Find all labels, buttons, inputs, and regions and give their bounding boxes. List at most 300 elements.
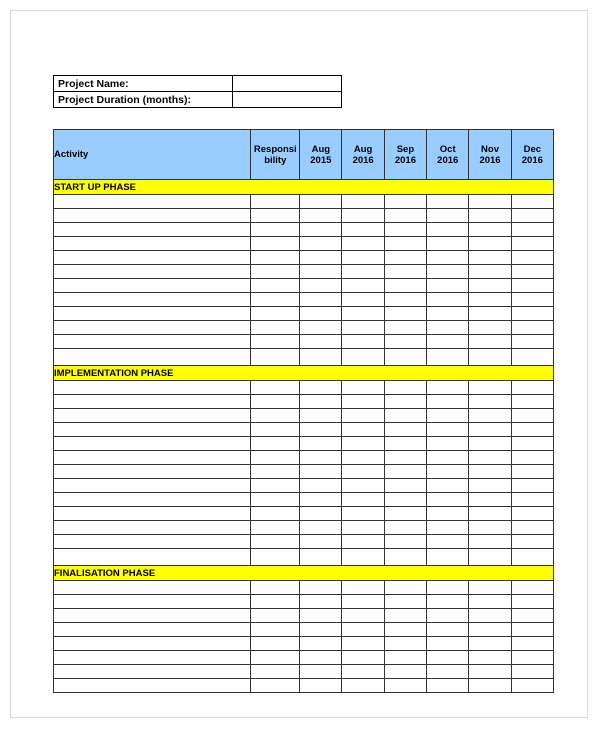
schedule-cell[interactable] [511,409,553,423]
activity-cell[interactable] [54,265,251,279]
activity-cell[interactable] [54,335,251,349]
schedule-cell[interactable] [300,307,342,321]
schedule-cell[interactable] [300,381,342,395]
schedule-cell[interactable] [469,535,511,549]
schedule-cell[interactable] [342,595,384,609]
schedule-cell[interactable] [342,679,384,693]
schedule-cell[interactable] [384,679,426,693]
schedule-cell[interactable] [300,451,342,465]
activity-cell[interactable] [54,451,251,465]
activity-cell[interactable] [54,549,251,566]
schedule-cell[interactable] [251,637,300,651]
schedule-cell[interactable] [251,507,300,521]
activity-cell[interactable] [54,623,251,637]
schedule-cell[interactable] [469,195,511,209]
schedule-cell[interactable] [511,665,553,679]
schedule-cell[interactable] [384,279,426,293]
schedule-cell[interactable] [511,251,553,265]
activity-row [54,209,554,223]
schedule-cell[interactable] [251,609,300,623]
schedule-cell[interactable] [300,521,342,535]
schedule-cell[interactable] [427,321,469,335]
schedule-cell[interactable] [342,493,384,507]
activity-cell[interactable] [54,209,251,223]
schedule-cell[interactable] [384,307,426,321]
activity-cell[interactable] [54,349,251,366]
schedule-cell[interactable] [469,609,511,623]
activity-cell[interactable] [54,637,251,651]
schedule-cell[interactable] [511,335,553,349]
activity-cell[interactable] [54,507,251,521]
schedule-cell[interactable] [469,279,511,293]
schedule-cell[interactable] [427,521,469,535]
project-info-table [53,75,342,108]
activity-row [54,265,554,279]
schedule-cell[interactable] [469,465,511,479]
schedule-cell[interactable] [251,479,300,493]
schedule-cell[interactable] [342,549,384,566]
activity-cell[interactable] [54,665,251,679]
column-header-m3 [384,130,426,180]
schedule-cell[interactable] [300,623,342,637]
schedule-cell[interactable] [427,549,469,566]
schedule-cell[interactable] [300,609,342,623]
schedule-cell[interactable] [251,223,300,237]
activity-cell[interactable] [54,479,251,493]
schedule-cell[interactable] [251,195,300,209]
schedule-cell[interactable] [511,237,553,251]
schedule-cell[interactable] [251,349,300,366]
activity-cell[interactable] [54,307,251,321]
schedule-cell[interactable] [251,437,300,451]
schedule-cell[interactable] [511,507,553,521]
schedule-cell[interactable] [384,637,426,651]
schedule-cell[interactable] [469,381,511,395]
activity-cell[interactable] [54,237,251,251]
schedule-cell[interactable] [511,679,553,693]
schedule-cell[interactable] [469,549,511,566]
schedule-cell[interactable] [469,395,511,409]
schedule-cell[interactable] [384,581,426,595]
schedule-cell[interactable] [300,223,342,237]
schedule-cell[interactable] [511,349,553,366]
schedule-cell[interactable] [427,507,469,521]
schedule-cell[interactable] [427,251,469,265]
column-header-m5 [469,130,511,180]
schedule-cell[interactable] [511,451,553,465]
schedule-cell[interactable] [511,549,553,566]
schedule-cell[interactable] [427,623,469,637]
project-info-label: Project Name: [54,76,233,92]
schedule-cell[interactable] [300,321,342,335]
schedule-cell[interactable] [342,251,384,265]
schedule-cell[interactable] [300,493,342,507]
schedule-cell[interactable] [511,581,553,595]
activity-cell[interactable] [54,679,251,693]
schedule-cell[interactable] [469,679,511,693]
column-header-line2: 2016 [352,154,374,166]
activity-row [54,321,554,335]
column-header-line1: Dec [523,143,542,155]
activity-cell[interactable] [54,395,251,409]
schedule-cell[interactable] [251,679,300,693]
schedule-cell[interactable] [469,349,511,366]
schedule-cell[interactable] [427,409,469,423]
schedule-cell[interactable] [511,423,553,437]
schedule-cell[interactable] [342,665,384,679]
schedule-cell[interactable] [300,465,342,479]
schedule-cell[interactable] [342,237,384,251]
schedule-cell[interactable] [251,279,300,293]
column-header-responsibility [251,130,300,180]
schedule-cell[interactable] [469,237,511,251]
schedule-cell[interactable] [427,595,469,609]
schedule-cell[interactable] [511,195,553,209]
schedule-cell[interactable] [342,409,384,423]
column-header-line1: Aug [353,143,373,155]
schedule-cell[interactable] [251,465,300,479]
schedule-cell[interactable] [384,209,426,223]
schedule-cell[interactable] [300,665,342,679]
project-info-value-field[interactable] [233,92,342,108]
schedule-cell[interactable] [300,549,342,566]
schedule-cell[interactable] [300,679,342,693]
schedule-cell[interactable] [384,451,426,465]
schedule-cell[interactable] [342,637,384,651]
schedule-cell[interactable] [469,209,511,223]
schedule-cell[interactable] [251,335,300,349]
schedule-cell[interactable] [342,335,384,349]
schedule-cell[interactable] [511,223,553,237]
schedule-cell[interactable] [427,381,469,395]
schedule-cell[interactable] [427,535,469,549]
schedule-cell[interactable] [342,479,384,493]
schedule-cell[interactable] [511,209,553,223]
schedule-cell[interactable] [342,279,384,293]
schedule-cell[interactable] [469,265,511,279]
schedule-cell[interactable] [300,251,342,265]
schedule-cell[interactable] [300,409,342,423]
schedule-cell[interactable] [300,479,342,493]
schedule-cell[interactable] [469,423,511,437]
schedule-cell[interactable] [342,293,384,307]
schedule-cell[interactable] [384,521,426,535]
schedule-cell[interactable] [384,493,426,507]
column-header-m2 [342,130,384,180]
schedule-cell[interactable] [511,493,553,507]
schedule-cell[interactable] [251,209,300,223]
schedule-cell[interactable] [384,223,426,237]
activity-cell[interactable] [54,493,251,507]
schedule-cell[interactable] [384,665,426,679]
schedule-cell[interactable] [427,423,469,437]
schedule-cell[interactable] [251,409,300,423]
schedule-cell[interactable] [300,581,342,595]
schedule-cell[interactable] [511,637,553,651]
schedule-cell[interactable] [251,581,300,595]
activity-row [54,535,554,549]
schedule-cell[interactable] [384,381,426,395]
schedule-cell[interactable] [251,381,300,395]
schedule-cell[interactable] [384,437,426,451]
column-header-line1: Aug [311,143,331,155]
schedule-cell[interactable] [384,237,426,251]
schedule-cell[interactable] [469,665,511,679]
schedule-cell[interactable] [384,265,426,279]
schedule-cell[interactable] [300,535,342,549]
schedule-cell[interactable] [300,507,342,521]
schedule-cell[interactable] [469,581,511,595]
schedule-cell[interactable] [469,321,511,335]
schedule-cell[interactable] [469,623,511,637]
schedule-cell[interactable] [384,251,426,265]
schedule-cell[interactable] [342,395,384,409]
schedule-cell[interactable] [342,209,384,223]
schedule-cell[interactable] [469,521,511,535]
schedule-cell[interactable] [342,507,384,521]
schedule-cell[interactable] [427,265,469,279]
schedule-cell[interactable] [300,237,342,251]
activity-row [54,521,554,535]
schedule-cell[interactable] [384,349,426,366]
activity-row [54,381,554,395]
activity-cell[interactable] [54,293,251,307]
schedule-cell[interactable] [427,279,469,293]
schedule-cell[interactable] [427,581,469,595]
schedule-cell[interactable] [251,493,300,507]
schedule-cell[interactable] [300,265,342,279]
schedule-cell[interactable] [469,595,511,609]
schedule-cell[interactable] [384,623,426,637]
schedule-cell[interactable] [511,293,553,307]
schedule-cell[interactable] [427,679,469,693]
schedule-cell[interactable] [511,465,553,479]
schedule-cell[interactable] [300,349,342,366]
schedule-cell[interactable] [251,237,300,251]
schedule-cell[interactable] [342,265,384,279]
schedule-cell[interactable] [251,549,300,566]
schedule-cell[interactable] [384,395,426,409]
schedule-cell[interactable] [300,423,342,437]
schedule-cell[interactable] [427,293,469,307]
schedule-cell[interactable] [300,651,342,665]
activity-row [54,465,554,479]
activity-cell[interactable] [54,651,251,665]
schedule-cell[interactable] [342,535,384,549]
schedule-cell[interactable] [251,395,300,409]
schedule-cell[interactable] [342,521,384,535]
schedule-cell[interactable] [251,521,300,535]
schedule-cell[interactable] [384,535,426,549]
schedule-cell[interactable] [342,609,384,623]
activity-cell[interactable] [54,535,251,549]
schedule-cell[interactable] [251,265,300,279]
schedule-cell[interactable] [251,623,300,637]
schedule-cell[interactable] [469,479,511,493]
phase-banner-row [54,366,554,381]
schedule-cell[interactable] [511,437,553,451]
activity-row [54,437,554,451]
schedule-cell[interactable] [384,651,426,665]
schedule-cell[interactable] [511,535,553,549]
schedule-cell[interactable] [300,637,342,651]
schedule-cell[interactable] [300,209,342,223]
schedule-cell[interactable] [427,209,469,223]
schedule-cell[interactable] [469,335,511,349]
schedule-cell[interactable] [251,595,300,609]
schedule-cell[interactable] [384,595,426,609]
schedule-cell[interactable] [384,335,426,349]
activity-row [54,237,554,251]
activity-row [54,423,554,437]
schedule-cell[interactable] [342,307,384,321]
schedule-cell[interactable] [511,521,553,535]
schedule-cell[interactable] [427,307,469,321]
schedule-cell[interactable] [427,651,469,665]
project-info-row [54,76,342,92]
schedule-cell[interactable] [300,279,342,293]
schedule-cell[interactable] [427,479,469,493]
schedule-cell[interactable] [384,423,426,437]
schedule-cell[interactable] [469,437,511,451]
schedule-cell[interactable] [300,293,342,307]
schedule-cell[interactable] [469,637,511,651]
activity-cell[interactable] [54,581,251,595]
schedule-cell[interactable] [427,665,469,679]
schedule-cell[interactable] [511,651,553,665]
schedule-cell[interactable] [300,595,342,609]
schedule-cell[interactable] [511,395,553,409]
schedule-cell[interactable] [251,535,300,549]
schedule-cell[interactable] [511,479,553,493]
schedule-cell[interactable] [251,651,300,665]
plan-table-body [54,180,554,693]
schedule-cell[interactable] [342,381,384,395]
schedule-cell[interactable] [427,493,469,507]
schedule-cell[interactable] [427,437,469,451]
schedule-cell[interactable] [342,349,384,366]
schedule-cell[interactable] [251,251,300,265]
schedule-cell[interactable] [342,195,384,209]
schedule-cell[interactable] [427,637,469,651]
schedule-cell[interactable] [427,237,469,251]
activity-cell[interactable] [54,423,251,437]
activity-row [54,223,554,237]
schedule-cell[interactable] [342,581,384,595]
schedule-cell[interactable] [469,293,511,307]
activity-cell[interactable] [54,195,251,209]
schedule-cell[interactable] [342,465,384,479]
schedule-cell[interactable] [511,265,553,279]
column-header-m4 [427,130,469,180]
schedule-cell[interactable] [251,423,300,437]
schedule-cell[interactable] [384,195,426,209]
phase-banner-label: START UP PHASE [54,180,554,195]
activity-cell[interactable] [54,595,251,609]
schedule-cell[interactable] [342,223,384,237]
schedule-cell[interactable] [251,307,300,321]
schedule-cell[interactable] [384,465,426,479]
schedule-cell[interactable] [469,451,511,465]
schedule-cell[interactable] [511,609,553,623]
schedule-cell[interactable] [427,335,469,349]
schedule-cell[interactable] [251,665,300,679]
schedule-cell[interactable] [427,609,469,623]
schedule-cell[interactable] [384,321,426,335]
schedule-cell[interactable] [384,293,426,307]
schedule-cell[interactable] [300,437,342,451]
schedule-cell[interactable] [469,409,511,423]
schedule-cell[interactable] [384,479,426,493]
schedule-cell[interactable] [427,195,469,209]
schedule-cell[interactable] [342,321,384,335]
schedule-cell[interactable] [342,623,384,637]
schedule-cell[interactable] [469,493,511,507]
schedule-cell[interactable] [251,321,300,335]
schedule-cell[interactable] [511,307,553,321]
schedule-cell[interactable] [511,321,553,335]
schedule-cell[interactable] [342,451,384,465]
activity-cell[interactable] [54,521,251,535]
schedule-cell[interactable] [511,381,553,395]
project-info-body [54,76,342,108]
activity-cell[interactable] [54,437,251,451]
schedule-cell[interactable] [342,437,384,451]
schedule-cell[interactable] [384,609,426,623]
schedule-cell[interactable] [511,623,553,637]
activity-cell[interactable] [54,223,251,237]
schedule-cell[interactable] [427,465,469,479]
schedule-cell[interactable] [300,395,342,409]
activity-row [54,507,554,521]
schedule-cell[interactable] [427,451,469,465]
schedule-cell[interactable] [511,279,553,293]
activity-cell[interactable] [54,321,251,335]
activity-row [54,335,554,349]
schedule-cell[interactable] [300,335,342,349]
project-info-value-field[interactable] [233,76,342,92]
schedule-cell[interactable] [251,293,300,307]
activity-cell[interactable] [54,409,251,423]
activity-cell[interactable] [54,465,251,479]
schedule-cell[interactable] [427,395,469,409]
schedule-cell[interactable] [511,595,553,609]
schedule-cell[interactable] [469,223,511,237]
schedule-cell[interactable] [469,507,511,521]
plan-table-head [54,130,554,180]
schedule-cell[interactable] [469,251,511,265]
phase-banner-label: IMPLEMENTATION PHASE [54,366,554,381]
schedule-cell[interactable] [427,223,469,237]
schedule-cell[interactable] [342,423,384,437]
schedule-cell[interactable] [251,451,300,465]
schedule-cell[interactable] [469,307,511,321]
schedule-cell[interactable] [300,195,342,209]
schedule-cell[interactable] [384,507,426,521]
activity-cell[interactable] [54,609,251,623]
activity-cell[interactable] [54,381,251,395]
schedule-cell[interactable] [342,651,384,665]
column-header-line2: 2016 [437,154,459,166]
schedule-cell[interactable] [427,349,469,366]
activity-cell[interactable] [54,279,251,293]
schedule-cell[interactable] [384,409,426,423]
activity-cell[interactable] [54,251,251,265]
schedule-cell[interactable] [384,549,426,566]
activity-row [54,595,554,609]
schedule-cell[interactable] [469,651,511,665]
column-header-m6 [511,130,553,180]
